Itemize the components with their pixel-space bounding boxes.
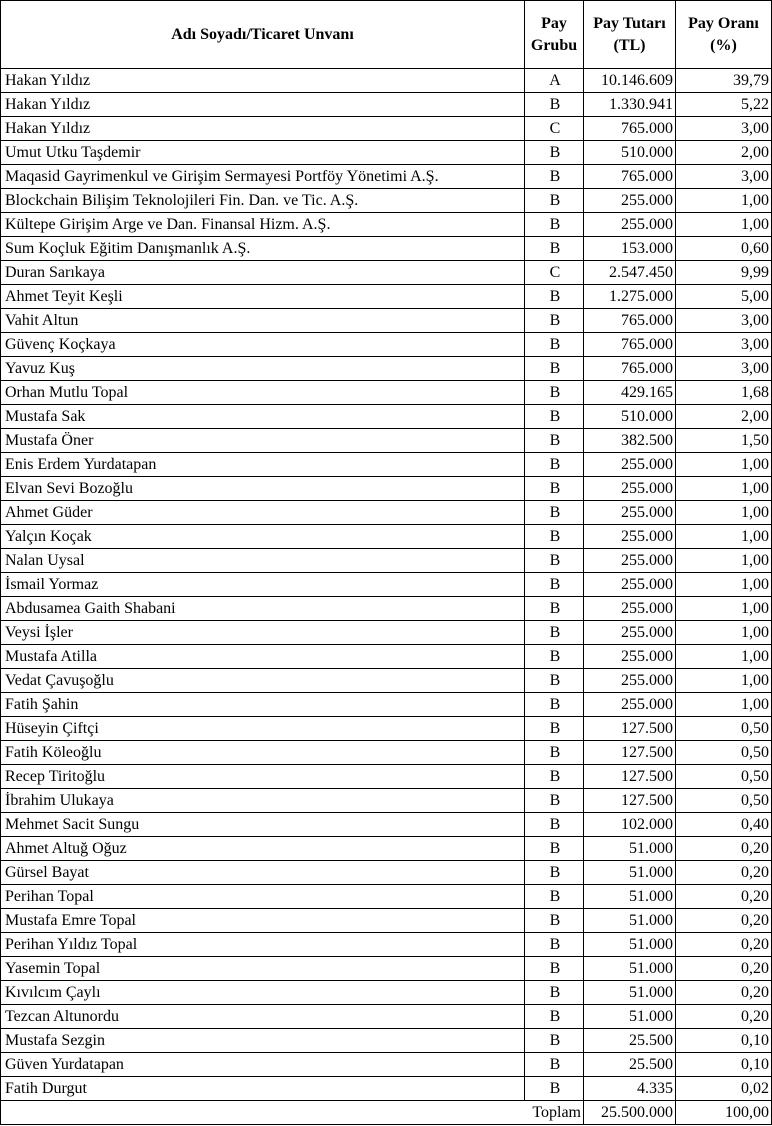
share-ratio: 0,20 bbox=[676, 957, 772, 981]
table-row bbox=[1, 357, 772, 381]
header-name: Adı Soyadı/Ticaret Unvanı bbox=[1, 1, 525, 69]
share-ratio: 0,20 bbox=[676, 861, 772, 885]
share-ratio: 1,00 bbox=[676, 573, 772, 597]
shareholder-name: Nalan Uysal bbox=[1, 549, 525, 573]
share-ratio: 0,20 bbox=[676, 981, 772, 1005]
share-group: B bbox=[525, 621, 584, 645]
share-group: B bbox=[525, 909, 584, 933]
share-group: B bbox=[525, 717, 584, 741]
share-ratio: 5,22 bbox=[676, 93, 772, 117]
table-row bbox=[1, 477, 772, 501]
share-ratio: 1,00 bbox=[676, 693, 772, 717]
share-group: B bbox=[525, 885, 584, 909]
shareholder-name: Maqasid Gayrimenkul ve Girişim Sermayesi Portföy Yönetimi A.Ş. bbox=[1, 165, 525, 189]
table-row bbox=[1, 837, 772, 861]
header-share-group bbox=[525, 1, 584, 69]
shareholder-name: Abdusamea Gaith Shabani bbox=[1, 597, 525, 621]
share-group: B bbox=[525, 741, 584, 765]
table-row bbox=[1, 549, 772, 573]
table-row bbox=[1, 453, 772, 477]
share-ratio: 0,50 bbox=[676, 789, 772, 813]
header-share-group-line1: Pay bbox=[541, 14, 567, 32]
share-ratio: 0,02 bbox=[676, 1077, 772, 1101]
share-group: B bbox=[525, 789, 584, 813]
shareholder-name: Enis Erdem Yurdatapan bbox=[1, 453, 525, 477]
share-amount: 765.000 bbox=[584, 117, 676, 141]
shareholder-name: Mustafa Atilla bbox=[1, 645, 525, 669]
share-group: C bbox=[525, 261, 584, 285]
shareholder-name: Kültepe Girişim Arge ve Dan. Finansal Hizm. A.Ş. bbox=[1, 213, 525, 237]
shareholder-name: Güven Yurdatapan bbox=[1, 1053, 525, 1077]
share-amount: 255.000 bbox=[584, 213, 676, 237]
table-row bbox=[1, 597, 772, 621]
share-group: B bbox=[525, 453, 584, 477]
shareholder-name: Fatih Şahin bbox=[1, 693, 525, 717]
table-row bbox=[1, 189, 772, 213]
shareholder-name: Elvan Sevi Bozoğlu bbox=[1, 477, 525, 501]
share-amount: 765.000 bbox=[584, 165, 676, 189]
table-row bbox=[1, 645, 772, 669]
share-amount: 127.500 bbox=[584, 741, 676, 765]
table-row bbox=[1, 1029, 772, 1053]
table-row bbox=[1, 333, 772, 357]
share-ratio: 1,00 bbox=[676, 213, 772, 237]
table-row bbox=[1, 717, 772, 741]
table-row bbox=[1, 693, 772, 717]
share-ratio: 0,60 bbox=[676, 237, 772, 261]
share-ratio: 0,20 bbox=[676, 933, 772, 957]
share-group: B bbox=[525, 165, 584, 189]
shareholder-name: Tezcan Altunordu bbox=[1, 1005, 525, 1029]
share-amount: 255.000 bbox=[584, 549, 676, 573]
share-group: B bbox=[525, 549, 584, 573]
table-row bbox=[1, 501, 772, 525]
header-row bbox=[1, 1, 772, 69]
share-ratio: 1,68 bbox=[676, 381, 772, 405]
share-amount: 765.000 bbox=[584, 357, 676, 381]
share-ratio: 0,50 bbox=[676, 741, 772, 765]
table-row bbox=[1, 1053, 772, 1077]
share-amount: 51.000 bbox=[584, 909, 676, 933]
share-ratio: 1,00 bbox=[676, 525, 772, 549]
share-group: B bbox=[525, 645, 584, 669]
shareholder-name: Mustafa Sezgin bbox=[1, 1029, 525, 1053]
share-amount: 255.000 bbox=[584, 525, 676, 549]
share-ratio: 3,00 bbox=[676, 165, 772, 189]
table-row bbox=[1, 141, 772, 165]
share-ratio: 9,99 bbox=[676, 261, 772, 285]
table-row bbox=[1, 213, 772, 237]
share-group: B bbox=[525, 1053, 584, 1077]
table-row bbox=[1, 981, 772, 1005]
table-row bbox=[1, 957, 772, 981]
share-amount: 255.000 bbox=[584, 477, 676, 501]
share-ratio: 1,00 bbox=[676, 501, 772, 525]
share-ratio: 0,20 bbox=[676, 837, 772, 861]
share-ratio: 0,20 bbox=[676, 1005, 772, 1029]
total-ratio: 100,00 bbox=[676, 1101, 772, 1125]
shareholder-name: Mustafa Emre Topal bbox=[1, 909, 525, 933]
share-ratio: 39,79 bbox=[676, 69, 772, 93]
share-ratio: 0,10 bbox=[676, 1029, 772, 1053]
share-amount: 127.500 bbox=[584, 717, 676, 741]
share-amount: 25.500 bbox=[584, 1053, 676, 1077]
share-group: B bbox=[525, 429, 584, 453]
share-group: B bbox=[525, 333, 584, 357]
shareholder-name: Gürsel Bayat bbox=[1, 861, 525, 885]
share-amount: 255.000 bbox=[584, 189, 676, 213]
table-row bbox=[1, 405, 772, 429]
share-group: B bbox=[525, 189, 584, 213]
shareholder-name: Mustafa Öner bbox=[1, 429, 525, 453]
share-ratio: 3,00 bbox=[676, 333, 772, 357]
share-group: B bbox=[525, 93, 584, 117]
share-amount: 51.000 bbox=[584, 861, 676, 885]
table-row bbox=[1, 789, 772, 813]
share-ratio: 3,00 bbox=[676, 117, 772, 141]
shareholder-name: Yasemin Topal bbox=[1, 957, 525, 981]
table-row bbox=[1, 69, 772, 93]
shareholder-name: Hakan Yıldız bbox=[1, 117, 525, 141]
share-amount: 4.335 bbox=[584, 1077, 676, 1101]
share-amount: 255.000 bbox=[584, 693, 676, 717]
shareholder-name: Yavuz Kuş bbox=[1, 357, 525, 381]
share-group: B bbox=[525, 1077, 584, 1101]
shareholder-name: Umut Utku Taşdemir bbox=[1, 141, 525, 165]
share-amount: 382.500 bbox=[584, 429, 676, 453]
share-amount: 255.000 bbox=[584, 501, 676, 525]
share-amount: 255.000 bbox=[584, 453, 676, 477]
table-row bbox=[1, 117, 772, 141]
table-row bbox=[1, 525, 772, 549]
share-amount: 51.000 bbox=[584, 837, 676, 861]
total-row bbox=[1, 1101, 772, 1125]
share-amount: 255.000 bbox=[584, 573, 676, 597]
table-row bbox=[1, 909, 772, 933]
share-ratio: 3,00 bbox=[676, 309, 772, 333]
share-amount: 255.000 bbox=[584, 621, 676, 645]
share-ratio: 3,00 bbox=[676, 357, 772, 381]
shareholder-name: Ahmet Teyit Keşli bbox=[1, 285, 525, 309]
shareholder-name: Ahmet Altuğ Oğuz bbox=[1, 837, 525, 861]
share-ratio: 2,00 bbox=[676, 141, 772, 165]
share-amount: 102.000 bbox=[584, 813, 676, 837]
share-amount: 10.146.609 bbox=[584, 69, 676, 93]
header-share-amount-line1: Pay Tutarı bbox=[593, 14, 666, 32]
table-row bbox=[1, 861, 772, 885]
table-row bbox=[1, 885, 772, 909]
header-share-ratio-line1: Pay Oranı bbox=[688, 14, 759, 32]
shareholder-name: Blockchain Bilişim Teknolojileri Fin. Dan. ve Tic. A.Ş. bbox=[1, 189, 525, 213]
share-group: B bbox=[525, 765, 584, 789]
header-share-ratio-line2: (%) bbox=[710, 36, 737, 54]
share-group: B bbox=[525, 933, 584, 957]
table-row bbox=[1, 165, 772, 189]
share-amount: 153.000 bbox=[584, 237, 676, 261]
share-group: A bbox=[525, 69, 584, 93]
share-ratio: 1,50 bbox=[676, 429, 772, 453]
shareholder-name: Mustafa Sak bbox=[1, 405, 525, 429]
share-amount: 51.000 bbox=[584, 1005, 676, 1029]
share-ratio: 1,00 bbox=[676, 453, 772, 477]
share-group: B bbox=[525, 285, 584, 309]
share-ratio: 0,50 bbox=[676, 717, 772, 741]
share-group: B bbox=[525, 237, 584, 261]
share-amount: 51.000 bbox=[584, 933, 676, 957]
shareholder-name: Ahmet Güder bbox=[1, 501, 525, 525]
shareholder-name: Mehmet Sacit Sungu bbox=[1, 813, 525, 837]
share-group: B bbox=[525, 957, 584, 981]
share-ratio: 1,00 bbox=[676, 621, 772, 645]
shareholder-name: Hüseyin Çiftçi bbox=[1, 717, 525, 741]
share-amount: 1.330.941 bbox=[584, 93, 676, 117]
share-group: B bbox=[525, 693, 584, 717]
share-group: B bbox=[525, 573, 584, 597]
shareholder-name: İsmail Yormaz bbox=[1, 573, 525, 597]
share-group: B bbox=[525, 381, 584, 405]
share-amount: 51.000 bbox=[584, 885, 676, 909]
shareholder-name: Recep Tiritoğlu bbox=[1, 765, 525, 789]
share-group: B bbox=[525, 357, 584, 381]
table-row bbox=[1, 429, 772, 453]
share-group: B bbox=[525, 837, 584, 861]
shareholder-name: Hakan Yıldız bbox=[1, 69, 525, 93]
share-amount: 429.165 bbox=[584, 381, 676, 405]
share-group: B bbox=[525, 141, 584, 165]
header-share-ratio bbox=[676, 1, 772, 69]
share-group: B bbox=[525, 309, 584, 333]
share-group: B bbox=[525, 1029, 584, 1053]
table-header bbox=[1, 1, 772, 69]
table-row bbox=[1, 765, 772, 789]
total-amount: 25.500.000 bbox=[584, 1101, 676, 1125]
share-ratio: 2,00 bbox=[676, 405, 772, 429]
table-row bbox=[1, 669, 772, 693]
table-body bbox=[1, 69, 772, 1101]
table-row bbox=[1, 237, 772, 261]
share-group: B bbox=[525, 213, 584, 237]
share-group: B bbox=[525, 501, 584, 525]
shareholder-name: Fatih Köleoğlu bbox=[1, 741, 525, 765]
share-amount: 51.000 bbox=[584, 957, 676, 981]
shareholder-name: Sum Koçluk Eğitim Danışmanlık A.Ş. bbox=[1, 237, 525, 261]
shareholder-name: İbrahim Ulukaya bbox=[1, 789, 525, 813]
share-amount: 127.500 bbox=[584, 789, 676, 813]
share-ratio: 1,00 bbox=[676, 189, 772, 213]
shareholder-name: Veysi İşler bbox=[1, 621, 525, 645]
share-amount: 765.000 bbox=[584, 309, 676, 333]
share-ratio: 0,20 bbox=[676, 909, 772, 933]
share-group: B bbox=[525, 861, 584, 885]
share-amount: 510.000 bbox=[584, 405, 676, 429]
table-row bbox=[1, 933, 772, 957]
share-amount: 510.000 bbox=[584, 141, 676, 165]
shareholder-name: Perihan Topal bbox=[1, 885, 525, 909]
share-amount: 25.500 bbox=[584, 1029, 676, 1053]
table-row bbox=[1, 813, 772, 837]
share-ratio: 0,10 bbox=[676, 1053, 772, 1077]
share-ratio: 5,00 bbox=[676, 285, 772, 309]
share-ratio: 1,00 bbox=[676, 645, 772, 669]
shareholder-name: Kıvılcım Çaylı bbox=[1, 981, 525, 1005]
table-row bbox=[1, 381, 772, 405]
share-amount: 2.547.450 bbox=[584, 261, 676, 285]
share-ratio: 1,00 bbox=[676, 669, 772, 693]
share-group: C bbox=[525, 117, 584, 141]
shareholder-name: Duran Sarıkaya bbox=[1, 261, 525, 285]
table-row bbox=[1, 573, 772, 597]
shareholder-name: Yalçın Koçak bbox=[1, 525, 525, 549]
share-ratio: 0,40 bbox=[676, 813, 772, 837]
share-ratio: 0,20 bbox=[676, 885, 772, 909]
share-group: B bbox=[525, 1005, 584, 1029]
share-amount: 1.275.000 bbox=[584, 285, 676, 309]
share-amount: 255.000 bbox=[584, 669, 676, 693]
header-share-amount bbox=[584, 1, 676, 69]
shareholder-name: Vedat Çavuşoğlu bbox=[1, 669, 525, 693]
share-group: B bbox=[525, 525, 584, 549]
shareholder-name: Vahit Altun bbox=[1, 309, 525, 333]
shareholder-name: Orhan Mutlu Topal bbox=[1, 381, 525, 405]
header-share-group-line2: Grubu bbox=[530, 36, 578, 54]
share-group: B bbox=[525, 669, 584, 693]
table-row bbox=[1, 1005, 772, 1029]
share-group: B bbox=[525, 981, 584, 1005]
shareholder-name: Fatih Durgut bbox=[1, 1077, 525, 1101]
shareholder-name: Hakan Yıldız bbox=[1, 93, 525, 117]
share-group: B bbox=[525, 405, 584, 429]
share-amount: 255.000 bbox=[584, 645, 676, 669]
share-group: B bbox=[525, 813, 584, 837]
table-row bbox=[1, 309, 772, 333]
share-amount: 255.000 bbox=[584, 597, 676, 621]
shareholder-name: Güvenç Koçkaya bbox=[1, 333, 525, 357]
share-amount: 51.000 bbox=[584, 981, 676, 1005]
shareholder-name: Perihan Yıldız Topal bbox=[1, 933, 525, 957]
share-ratio: 1,00 bbox=[676, 477, 772, 501]
share-amount: 127.500 bbox=[584, 765, 676, 789]
share-amount: 765.000 bbox=[584, 333, 676, 357]
share-ratio: 1,00 bbox=[676, 597, 772, 621]
table-row bbox=[1, 741, 772, 765]
share-ratio: 0,50 bbox=[676, 765, 772, 789]
table-row bbox=[1, 1077, 772, 1101]
table-row bbox=[1, 621, 772, 645]
share-ratio: 1,00 bbox=[676, 549, 772, 573]
table-row bbox=[1, 285, 772, 309]
table-row bbox=[1, 93, 772, 117]
table-row bbox=[1, 261, 772, 285]
header-share-amount-line2: (TL) bbox=[613, 36, 646, 54]
share-group: B bbox=[525, 477, 584, 501]
table-footer bbox=[1, 1101, 772, 1125]
total-label: Toplam bbox=[1, 1101, 584, 1125]
share-group: B bbox=[525, 597, 584, 621]
